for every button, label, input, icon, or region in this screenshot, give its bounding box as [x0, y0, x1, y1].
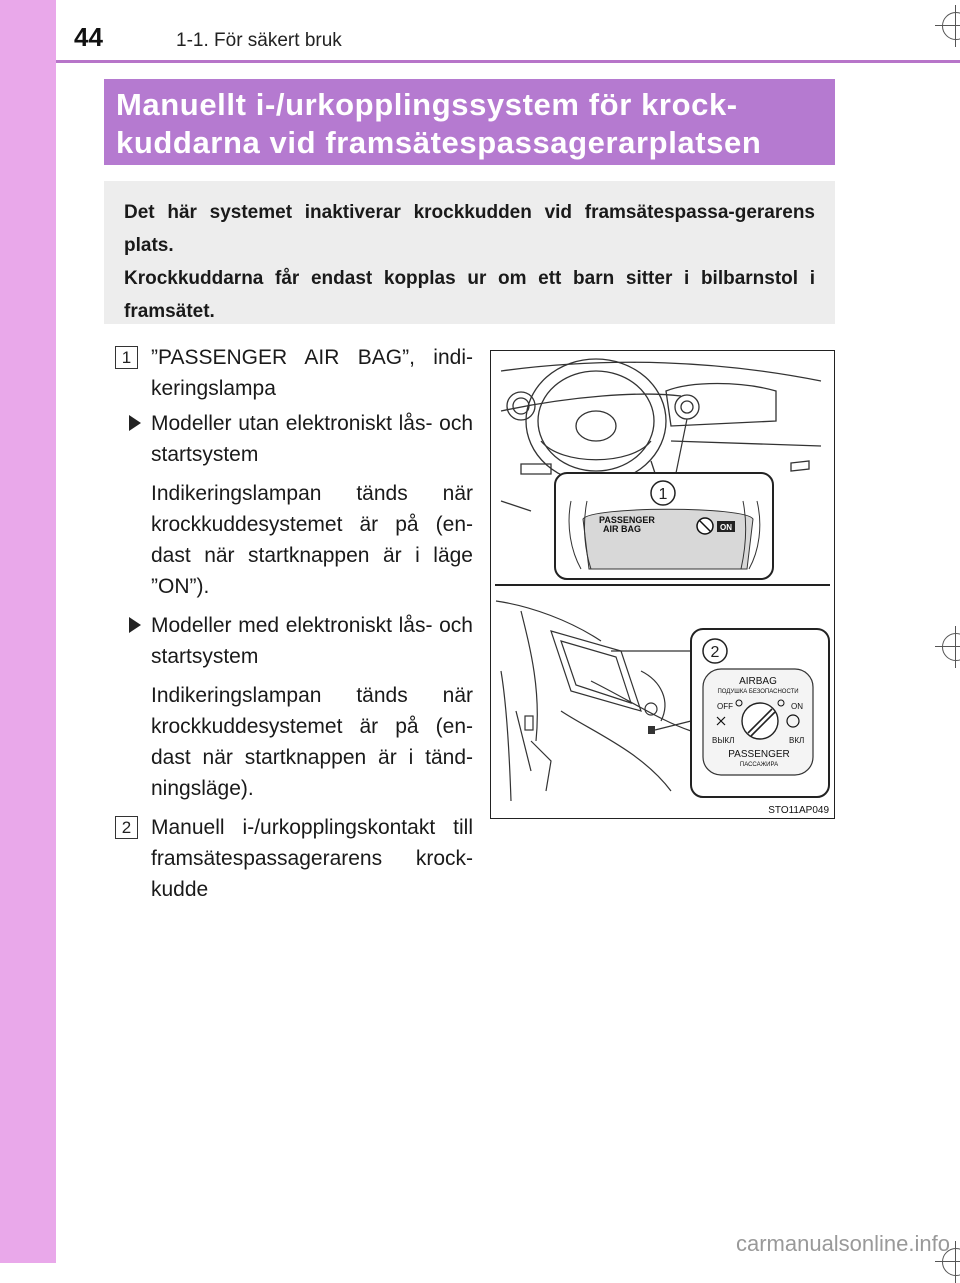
intro-text-2: Krockkuddarna får endast kopplas ur om ett barn sitter i bilbarnstol i framsätet.: [124, 268, 815, 322]
switch-passenger-ru-label: ПАССАЖИРА: [739, 762, 779, 768]
switch-on-label: ON: [791, 702, 803, 711]
item-number-badge: 1: [115, 346, 138, 369]
switch-airbag-label: AIRBAG: [739, 676, 777, 687]
item-text: ”PASSENGER AIR BAG”, indi-keringslampa: [151, 346, 473, 400]
item-text: Manuell i-/urkopplingskontakt till framsätespassagerarens krock-kudde: [151, 816, 473, 901]
switch-on-ru-label: ВКЛ: [789, 736, 805, 745]
indicator-on-label: ON: [720, 523, 732, 532]
switch-airbag-ru-label: ПОДУШКА БЕЗОПАСНОСТИ: [717, 689, 799, 695]
indicator-label-passenger: PASSENGER: [599, 515, 655, 525]
body-text: [113, 342, 473, 905]
watermark: carmanualsonline.info: [735, 1231, 950, 1256]
intro-box: [104, 181, 835, 324]
intro-text-1: Det här systemet inaktiverar krockkudden vid framsätespassa-gerarens plats.: [124, 202, 815, 256]
glovebox-sketch: [496, 601, 691, 801]
registration-mark-top: [942, 12, 960, 40]
callout-number-2: 2: [710, 644, 720, 661]
list-item: [113, 812, 473, 905]
switch-passenger-label: PASSENGER: [728, 749, 790, 760]
section-title: Manuellt i-/urkopplingssystem för krock-kuddarna vid framsätespassagerarplatsen: [104, 79, 835, 165]
page-sidebar: [0, 0, 56, 1263]
chapter-title: 1-1. För säkert bruk: [176, 30, 342, 51]
sub-item-text: Indikeringslampan tänds när krockkuddesystemet är på (en-dast när startknappen är i läge ”ON”).: [151, 482, 473, 598]
list-item: [113, 342, 473, 404]
sub-item-heading: Modeller utan elektroniskt lås- och startsystem: [113, 408, 473, 470]
page-number: 44: [74, 22, 103, 52]
sub-item-heading: Modeller med elektroniskt lås- och startsystem: [113, 610, 473, 672]
sub-item-text: Indikeringslampan tänds när krockkuddesystemet är på (en-dast när startknappen är i tänd-ningsläge).: [151, 684, 473, 800]
item-number-badge: 2: [115, 816, 138, 839]
figure-code: STO11AP049: [768, 805, 829, 816]
dashboard-illustration: [490, 350, 835, 819]
callout-number-1: 1: [658, 486, 668, 503]
indicator-label-airbag: AIR BAG: [603, 524, 641, 534]
switch-off-ru-label: ВЫКЛ: [712, 736, 735, 745]
triangle-bullet-icon: [129, 617, 141, 633]
triangle-bullet-icon: [129, 415, 141, 431]
registration-mark-right: [942, 633, 960, 661]
header-rule: [56, 60, 960, 63]
switch-off-label: OFF: [717, 702, 733, 711]
